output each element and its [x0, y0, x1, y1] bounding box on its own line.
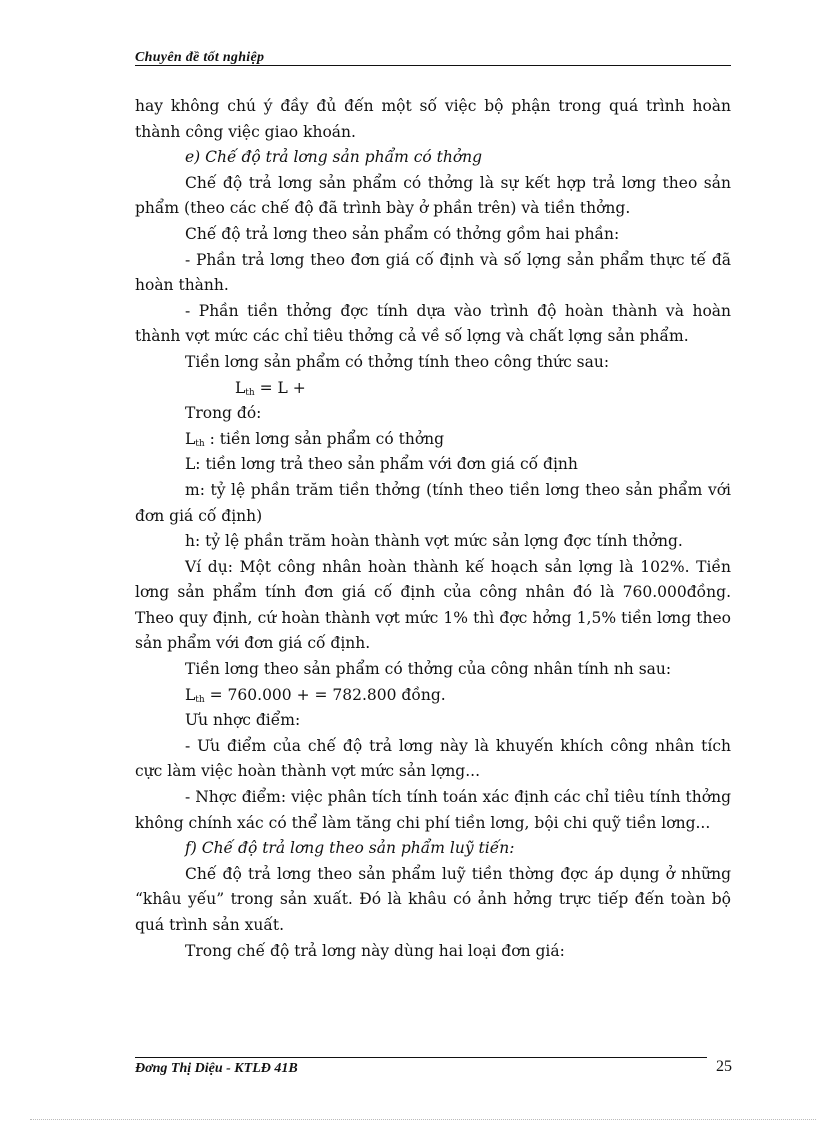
- paragraph: Chế độ trả lơng theo sản phẩm luỹ tiền thờng đợc áp dụng ở những “khâu yếu” trong sản xuất. Đó là khâu có ảnh hởng trực tiếp đến toàn bộ quá trình sản xuất.: [135, 864, 731, 934]
- header-title: Chuyên đề tốt nghiệp: [135, 50, 265, 65]
- header-rule: [135, 65, 731, 66]
- definition-l: L: tiền lơng trả theo sản phẩm với đơn giá cố định: [185, 455, 578, 474]
- example-paragraph: Ví dụ: Một công nhân hoàn thành kế hoạch sản lợng là 102%. Tiền lơng sản phẩm tính đơn giá cố định của công nhân đó là 760.000đồng. Theo quy định, cứ hoàn thành vợt mức 1% thì đợc hởng 1,5% tiền lơng theo sản phẩm với đơn giá cố định.: [135, 557, 731, 653]
- document-body: [135, 94, 731, 964]
- paragraph: Chế độ trả lơng theo sản phẩm có thởng gồm hai phần:: [185, 224, 620, 243]
- paragraph: Tiền lơng sản phẩm có thởng tính theo công thức sau:: [185, 352, 610, 371]
- list-item: - Nhợc điểm: việc phân tích tính toán xác định các chỉ tiêu tính thởng không chính xác có thể làm tăng chi phí tiền lơng, bội chi quỹ tiền lơng...: [135, 788, 731, 832]
- section-heading-f: f) Chế độ trả lơng theo sản phẩm luỹ tiến:: [185, 839, 515, 858]
- paragraph: hay không chú ý đầy đủ đến một số việc bộ phận trong quá trình hoàn thành công việc giao khoán.: [135, 97, 731, 141]
- paragraph: Ưu nhợc điểm:: [185, 711, 301, 730]
- definition-m: m: tỷ lệ phần trăm tiền thởng (tính theo tiền lơng theo sản phẩm với đơn giá cố định): [135, 480, 731, 525]
- paragraph: Trong chế độ trả lơng này dùng hai loại đơn giá:: [185, 941, 565, 960]
- calculation: $L_{th} = 760.000$ + = 782.800 đồng.: [185, 685, 446, 705]
- list-item: - Phần tiền thởng đợc tính dựa vào trình độ hoàn thành và hoàn thành vợt mức các chỉ tiêu thởng cả về số lợng và chất lợng sản phẩm.: [135, 301, 731, 346]
- list-item: - Ưu điểm của chế độ trả lơng này là khuyến khích công nhân tích cực làm việc hoàn thành vợt mức sản lợng...: [135, 736, 731, 781]
- list-item: - Phần trả lơng theo đơn giá cố định và số lợng sản phẩm thực tế đã hoàn thành.: [135, 250, 731, 295]
- section-heading-e: e) Chế độ trả lơng sản phẩm có thởng: [185, 148, 483, 167]
- page-number: 25: [716, 1058, 732, 1075]
- page-edge-dots: [30, 1119, 816, 1120]
- formula: $L_{th} = L$ +: [235, 378, 306, 398]
- footer-author: Đơng Thị Diệu - KTLĐ 41B: [135, 1061, 298, 1076]
- definition-h: h: tỷ lệ phần trăm hoàn thành vợt mức sản lợng đợc tính thởng.: [185, 532, 683, 551]
- paragraph: Tiền lơng theo sản phẩm có thởng của công nhân tính nh sau:: [185, 660, 672, 679]
- paragraph: Trong đó:: [185, 404, 262, 423]
- paragraph: Chế độ trả lơng sản phẩm có thởng là sự kết hợp trả lơng theo sản phẩm (theo các chế độ đã trình bày ở phần trên) và tiền thởng.: [135, 173, 731, 218]
- definition-lth: $L_{th}$ : tiền lơng sản phẩm có thởng: [185, 429, 445, 449]
- footer-rule: [135, 1057, 707, 1058]
